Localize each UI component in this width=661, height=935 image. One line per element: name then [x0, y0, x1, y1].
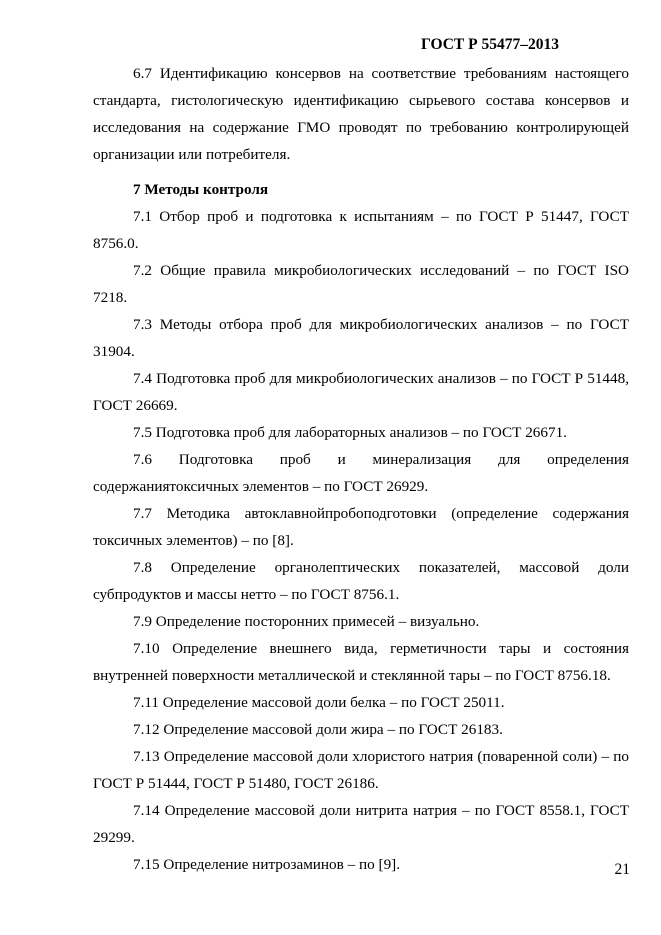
paragraph-6-7: 6.7 Идентификацию консервов на соответствие требованиям настоящего стандарта, гистологическую идентификацию сырьевого состава консервов и исследования на содержание ГМО проводят по требованию контролирующей организации или потребителя.	[93, 65, 629, 163]
clause-7-11: 7.11 Определение массовой доли белка – по ГОСТ 25011.	[133, 694, 505, 711]
clause-7-12: 7.12 Определение массовой доли жира – по ГОСТ 26183.	[133, 721, 503, 738]
clause-7-7: 7.7 Методика автоклавнойпробоподготовки (определение содержания токсичных элементов) – по [8].	[93, 505, 629, 549]
clause-7-6: 7.6 Подготовка проб и минерализация для определения содержаниятоксичных элементов – по ГОСТ 26929.	[93, 451, 629, 495]
page-body	[93, 60, 629, 878]
clause-7-8: 7.8 Определение органолептических показателей, массовой доли субпродуктов и массы нетто – по ГОСТ 8756.1.	[93, 559, 629, 603]
clause-7-13: 7.13 Определение массовой доли хлористого натрия (поваренной соли) – по ГОСТ Р 51444, ГОСТ Р 51480, ГОСТ 26186.	[93, 748, 629, 792]
clause-7-1: 7.1 Отбор проб и подготовка к испытаниям – по ГОСТ Р 51447, ГОСТ 8756.0.	[93, 208, 629, 252]
clause-7-2: 7.2 Общие правила микробиологических исследований – по ГОСТ ISO 7218.	[93, 262, 629, 306]
document-code-header: ГОСТ Р 55477–2013	[421, 36, 559, 53]
clause-7-9: 7.9 Определение посторонних примесей – визуально.	[133, 613, 480, 630]
clause-7-4: 7.4 Подготовка проб для микробиологических анализов – по ГОСТ Р 51448, ГОСТ 26669.	[93, 370, 629, 414]
section-heading: 7 Методы контроля	[133, 181, 269, 198]
clause-7-3: 7.3 Методы отбора проб для микробиологических анализов – по ГОСТ 31904.	[93, 316, 629, 360]
clause-7-10: 7.10 Определение внешнего вида, герметичности тары и состояния внутренней поверхности металлической и стеклянной тары – по ГОСТ 8756.18.	[93, 640, 629, 684]
clause-7-5: 7.5 Подготовка проб для лабораторных анализов – по ГОСТ 26671.	[133, 424, 567, 441]
clause-7-14: 7.14 Определение массовой доли нитрита натрия – по ГОСТ 8558.1, ГОСТ 29299.	[93, 802, 629, 846]
page-number: 21	[614, 861, 630, 878]
clause-7-15: 7.15 Определение нитрозаминов – по [9].	[133, 856, 401, 873]
